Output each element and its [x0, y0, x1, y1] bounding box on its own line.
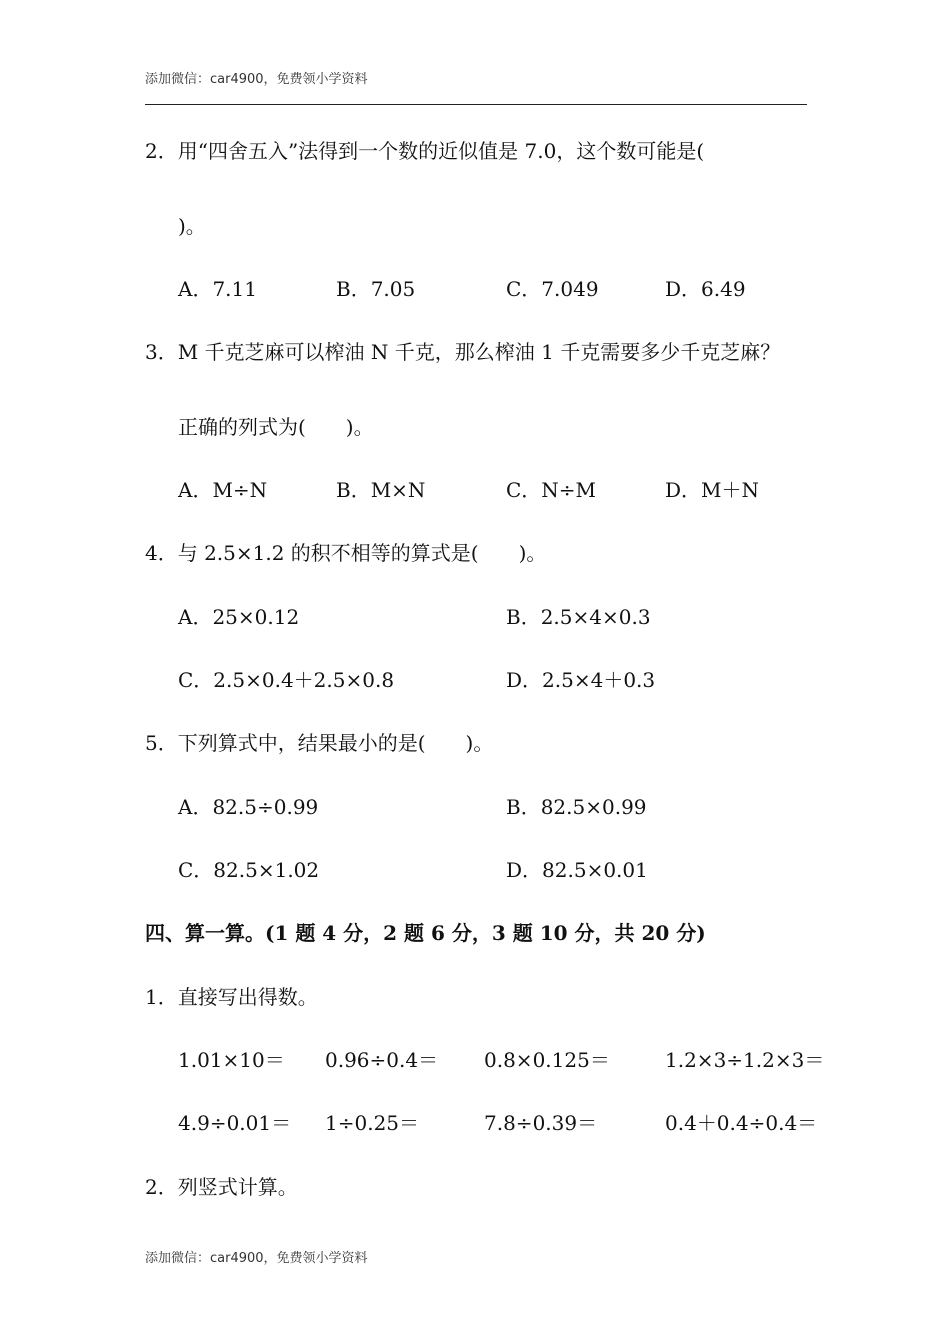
question-4-option-c: C．2.5×0.4＋2.5×0.8 — [178, 668, 395, 692]
question-4-option-a: A．25×0.12 — [178, 605, 300, 629]
question-5-option-b: B．82.5×0.99 — [506, 795, 647, 819]
question-3-option-d: D．M＋N — [665, 478, 760, 502]
question-5-option-a: A．82.5÷0.99 — [178, 795, 319, 819]
question-2-option-c: C．7.049 — [506, 277, 599, 301]
page-footer: 添加微信：car4900，免费领小学资料 — [145, 1251, 368, 1266]
calc-row2-item2: 1÷0.25＝ — [325, 1111, 420, 1135]
question-2-option-b: B．7.05 — [336, 277, 416, 301]
calc-row1-item3: 0.8×0.125＝ — [484, 1048, 610, 1072]
calc-row2-item4: 0.4＋0.4÷0.4＝ — [665, 1111, 818, 1135]
calc-row1-item1: 1.01×10＝ — [178, 1048, 285, 1072]
question-2-stem: 2．用“四舍五入”法得到一个数的近似值是 7.0，这个数可能是( — [145, 139, 705, 163]
question-3-option-b: B．M×N — [336, 478, 426, 502]
calc-row2-item3: 7.8÷0.39＝ — [484, 1111, 598, 1135]
calc-row2-item1: 4.9÷0.01＝ — [178, 1111, 292, 1135]
question-5-stem: 5．下列算式中，结果最小的是( )。 — [145, 731, 494, 755]
calc-row1-item4: 1.2×3÷1.2×3＝ — [665, 1048, 825, 1072]
question-3-stem: 3．M 千克芝麻可以榨油 N 千克，那么榨油 1 千克需要多少千克芝麻？ — [145, 340, 781, 364]
question-4-stem: 4．与 2.5×1.2 的积不相等的算式是( )。 — [145, 541, 547, 565]
page-header: 添加微信：car4900，免费领小学资料 — [145, 72, 368, 87]
question-3-stem-cont: 正确的列式为( )。 — [178, 415, 374, 439]
question-4-option-b: B．2.5×4×0.3 — [506, 605, 651, 629]
question-2-stem-end: )。 — [178, 214, 206, 238]
section-4-title: 四、算一算。(1 题 4 分，2 题 6 分，3 题 10 分，共 20 分) — [145, 921, 706, 945]
header-divider — [145, 104, 807, 105]
question-2-option-a: A．7.11 — [178, 277, 257, 301]
question-5-option-c: C．82.5×1.02 — [178, 858, 320, 882]
calc-row1-item2: 0.96÷0.4＝ — [325, 1048, 439, 1072]
question-2-option-d: D．6.49 — [665, 277, 746, 301]
section-4-sub-1: 1．直接写出得数。 — [145, 985, 318, 1009]
question-4-option-d: D．2.5×4＋0.3 — [506, 668, 656, 692]
question-3-option-c: C．N÷M — [506, 478, 597, 502]
section-4-sub-2: 2．列竖式计算。 — [145, 1175, 298, 1199]
question-3-option-a: A．M÷N — [178, 478, 268, 502]
question-5-option-d: D．82.5×0.01 — [506, 858, 648, 882]
